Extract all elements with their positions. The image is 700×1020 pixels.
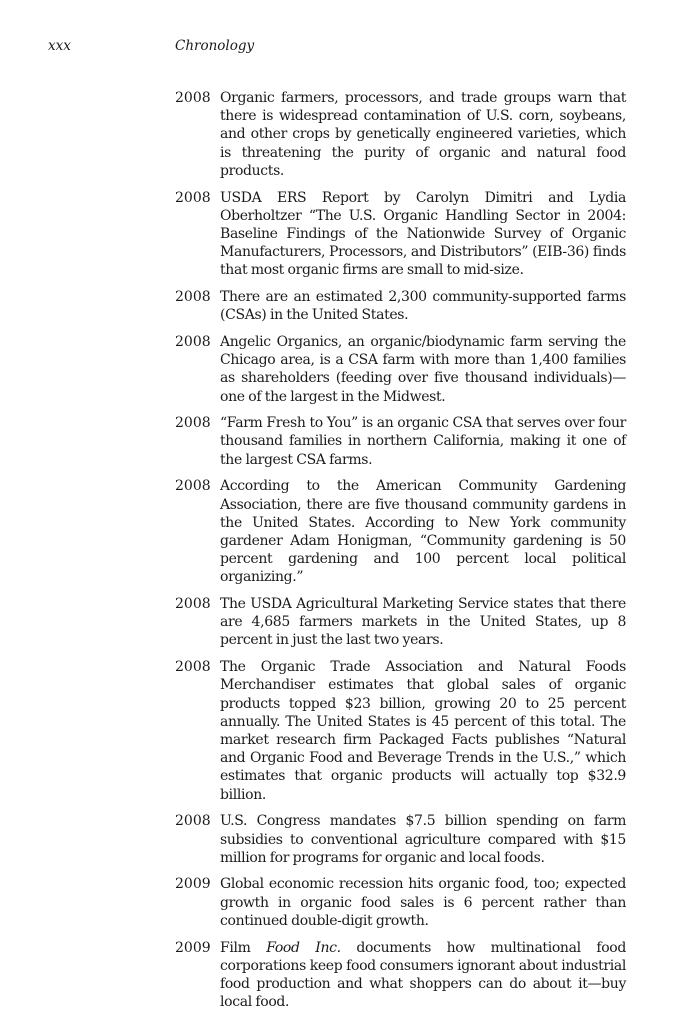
entry-text: According to the American Community Gardening Association, there are five thousand community gardens in the United States. According to New York community gardener Adam Honigman, “Community gardening is 50 percent gardening and 100 percent local political organizing.” <box>220 478 626 586</box>
chronology-entry <box>175 333 626 406</box>
entry-text: There are an estimated 2,300 community-supported farms (CSAs) in the United States. <box>220 289 626 324</box>
entry-text: The Organic Trade Association and Natural Foods Merchandiser estimates that global sales of organic products topped $23 billion, growing 20 to 25 percent annually. The United States is 45 percent of this total. The market research firm Packaged Facts publishes “Natural and Organic Food and Beverage Trends in the U.S.,” which estimates that organic products will actually top $32.9 billion. <box>220 659 626 803</box>
entry-text-end: documents how multinational food corporations keep food consumers ignorant about industrial food production and what shoppers can do about it—buy local food. <box>220 939 626 1011</box>
entry-year: 2008 <box>175 813 211 830</box>
chronology-list <box>175 89 626 1020</box>
entry-text: Global economic recession hits organic food, too; expected growth in organic food sales is 6 percent rather than continued double-digit growth. <box>220 876 626 929</box>
running-title: Chronology <box>175 38 255 54</box>
chronology-entry <box>175 89 626 180</box>
entry-year: 2008 <box>175 478 211 495</box>
entry-text: “Farm Fresh to You” is an organic CSA that serves over four thousand families in northern California, making it one of the largest CSA farms. <box>220 415 626 468</box>
chronology-entry <box>175 658 626 804</box>
entry-year: 2009 <box>175 939 211 956</box>
film-title: Food Inc. <box>266 939 341 956</box>
entry-year: 2008 <box>175 90 211 106</box>
running-head <box>48 36 608 56</box>
entry-text: Angelic Organics, an organic/biodynamic farm serving the Chicago area, is a CSA farm with more than 1,400 families as shareholders (feeding over five thousand individuals)—one of the largest in the Midwest. <box>220 333 626 405</box>
entry-year: 2008 <box>175 189 211 206</box>
chronology-entry <box>175 189 626 280</box>
chronology-entry <box>175 939 626 1012</box>
chronology-entry <box>175 414 626 469</box>
entry-year: 2008 <box>175 289 211 306</box>
entry-text: The USDA Agricultural Marketing Service states that there are 4,685 farmers markets in the United States, up 8 percent in just the last two years. <box>220 596 626 649</box>
entry-text: U.S. Congress mandates $7.5 billion spending on farm subsidies to conventional agriculture compared with $15 million for programs for organic and local foods. <box>220 813 626 866</box>
entry-text: Organic farmers, processors, and trade groups warn that there is widespread contamination of U.S. corn, soybeans, and other crops by genetically engineered varieties, which is threatening the purity of organic and natural food products. <box>220 90 626 179</box>
chronology-entry <box>175 812 626 867</box>
entry-text: USDA ERS Report by Carolyn Dimitri and Lydia Oberholtzer “The U.S. Organic Handling Sector in 2004: Baseline Findings of the Nationwide Survey of Organic Manufacturers, Processors, and Distributors” (EIB-36) finds that most organic firms are small to mid-size. <box>220 189 626 279</box>
chronology-entry <box>175 875 626 930</box>
entry-year: 2008 <box>175 333 211 350</box>
entry-year: 2008 <box>175 596 211 613</box>
entry-text-start: Film <box>220 939 267 956</box>
entry-year: 2008 <box>175 659 211 676</box>
entry-year: 2008 <box>175 415 211 432</box>
page-number: xxx <box>48 38 71 54</box>
entry-text <box>220 939 626 1012</box>
entry-year: 2009 <box>175 876 211 893</box>
chronology-entry <box>175 477 626 586</box>
chronology-entry <box>175 595 626 650</box>
chronology-entry <box>175 288 626 324</box>
